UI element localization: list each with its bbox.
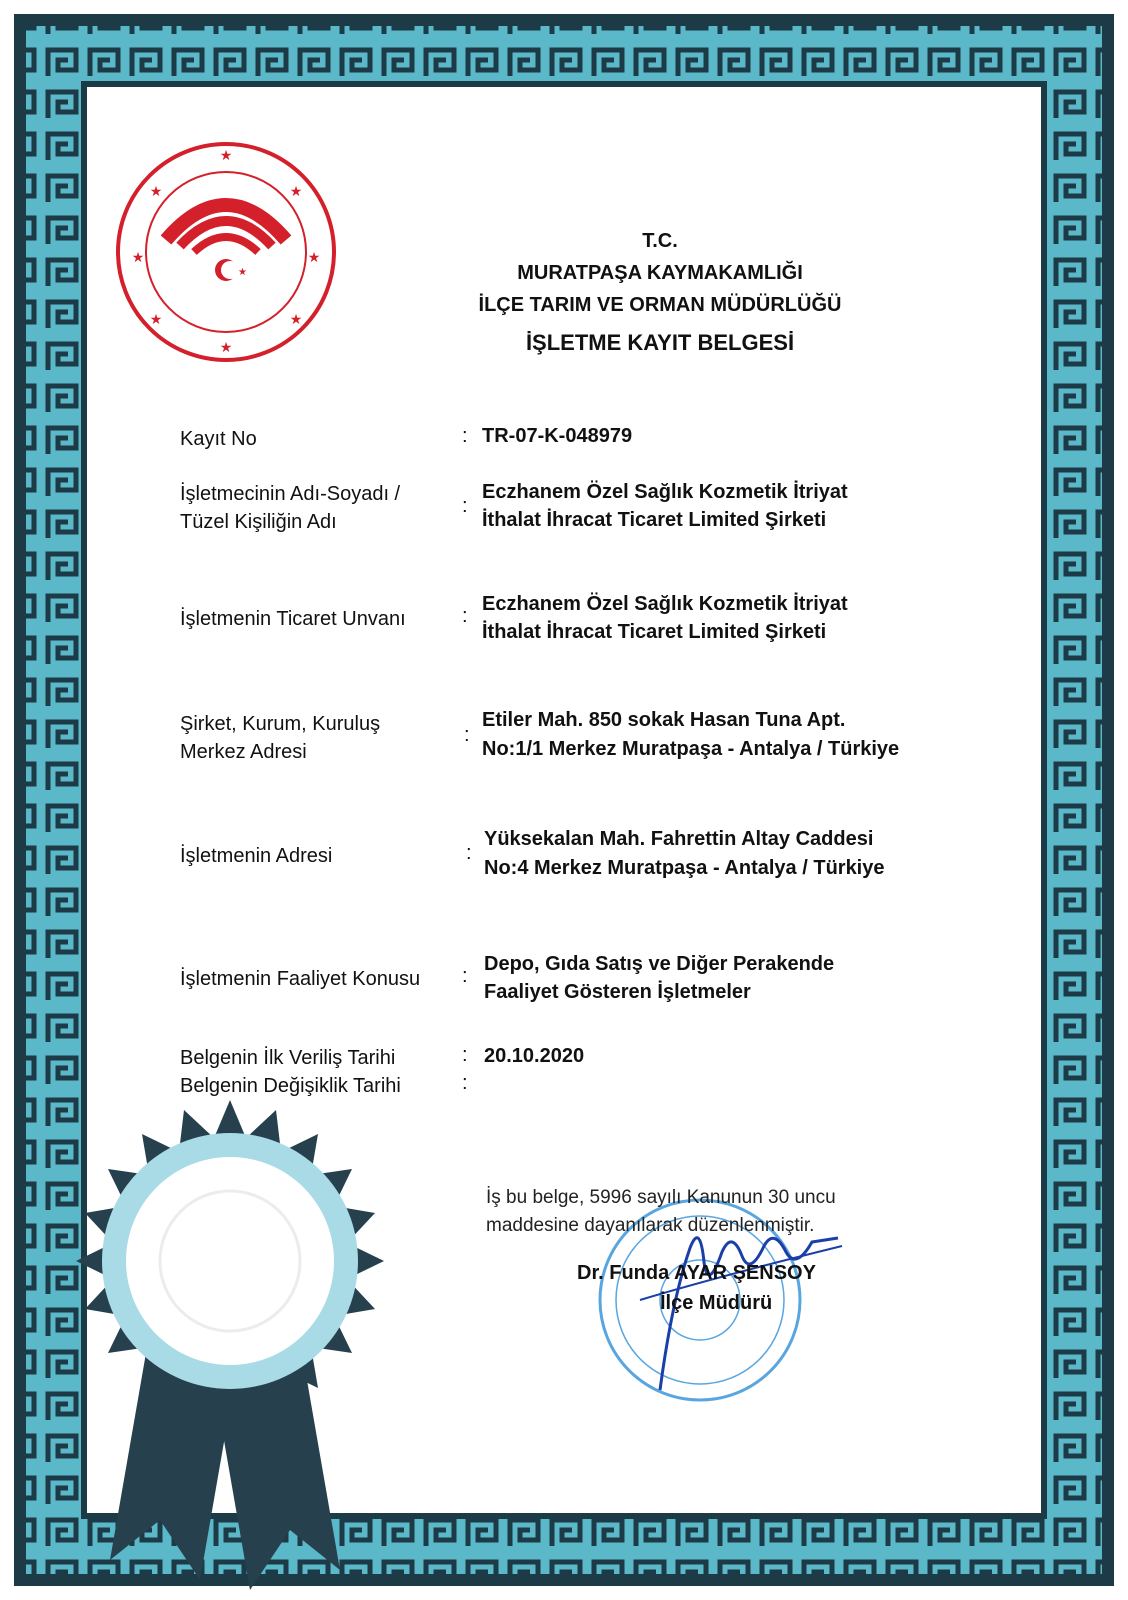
faaliyet-label: İşletmenin Faaliyet Konusu xyxy=(180,968,421,990)
colon: : xyxy=(464,724,470,746)
merkez-adresi-label-1: Şirket, Kurum, Kuruluş xyxy=(180,713,381,735)
colon: : xyxy=(462,425,468,447)
svg-text:★: ★ xyxy=(219,339,233,355)
merkez-adresi-label-2: Merkez Adresi xyxy=(180,741,307,763)
faaliyet-value-2: Faaliyet Gösteren İşletmeler xyxy=(484,981,751,1003)
signer-title: İlçe Müdürü xyxy=(660,1292,773,1314)
legal-note-line-2: maddesine dayanılarak düzenlenmiştir. xyxy=(486,1215,815,1236)
signer-name: Dr. Funda AYAR ŞENSOY xyxy=(577,1262,816,1284)
faaliyet-value-1: Depo, Gıda Satış ve Diğer Perakende xyxy=(484,953,835,975)
ilk-verilis-label: Belgenin İlk Veriliş Tarihi xyxy=(180,1047,396,1069)
svg-text:★: ★ xyxy=(238,267,247,278)
colon: : xyxy=(466,842,472,864)
isletme-adresi-value-2: No:4 Merkez Muratpaşa - Antalya / Türkiye xyxy=(484,857,885,879)
colon: : xyxy=(462,495,468,517)
legal-note-line-1: İş bu belge, 5996 sayılı Kanunun 30 uncu xyxy=(486,1187,836,1208)
header-mudurluk: İLÇE TARIM VE ORMAN MÜDÜRLÜĞÜ xyxy=(478,294,842,316)
merkez-adresi-value-2: No:1/1 Merkez Muratpaşa - Antalya / Türkiye xyxy=(482,738,900,760)
colon: : xyxy=(462,965,468,987)
svg-text:★: ★ xyxy=(219,147,233,163)
isletmeci-value-1: Eczhanem Özel Sağlık Kozmetik İtriyat xyxy=(482,481,848,503)
ilk-verilis-value: 20.10.2020 xyxy=(484,1045,585,1067)
svg-text:★: ★ xyxy=(149,311,163,327)
svg-text:★: ★ xyxy=(131,249,145,265)
ticaret-unvani-value-1: Eczhanem Özel Sağlık Kozmetik İtriyat xyxy=(482,593,848,615)
isletmeci-label-2: Tüzel Kişiliğin Adı xyxy=(180,511,337,533)
colon: : xyxy=(462,1044,468,1066)
header-tc: T.C. xyxy=(642,230,678,252)
ticaret-unvani-label: İşletmenin Ticaret Unvanı xyxy=(180,608,406,630)
colon: : xyxy=(462,605,468,627)
colon: : xyxy=(462,1072,468,1094)
degisiklik-label: Belgenin Değişiklik Tarihi xyxy=(180,1075,401,1097)
isletme-adresi-label: İşletmenin Adresi xyxy=(180,845,333,867)
merkez-adresi-value-1: Etiler Mah. 850 sokak Hasan Tuna Apt. xyxy=(482,709,846,731)
isletmeci-label-1: İşletmecinin Adı-Soyadı / xyxy=(180,483,401,505)
kayit-no-label: Kayıt No xyxy=(180,428,257,450)
ministry-emblem xyxy=(118,144,334,360)
isletmeci-value-2: İthalat İhracat Ticaret Limited Şirketi xyxy=(482,509,827,531)
svg-text:★: ★ xyxy=(307,249,321,265)
svg-text:★: ★ xyxy=(149,183,163,199)
header-kaymakamlik: MURATPAŞA KAYMAKAMLIĞI xyxy=(517,262,803,284)
svg-text:★: ★ xyxy=(289,183,303,199)
isletme-adresi-value-1: Yüksekalan Mah. Fahrettin Altay Caddesi xyxy=(484,828,874,850)
document-title: İŞLETME KAYIT BELGESİ xyxy=(525,330,795,355)
svg-text:★: ★ xyxy=(289,311,303,327)
kayit-no-value: TR-07-K-048979 xyxy=(482,425,633,447)
ticaret-unvani-value-2: İthalat İhracat Ticaret Limited Şirketi xyxy=(482,621,827,643)
